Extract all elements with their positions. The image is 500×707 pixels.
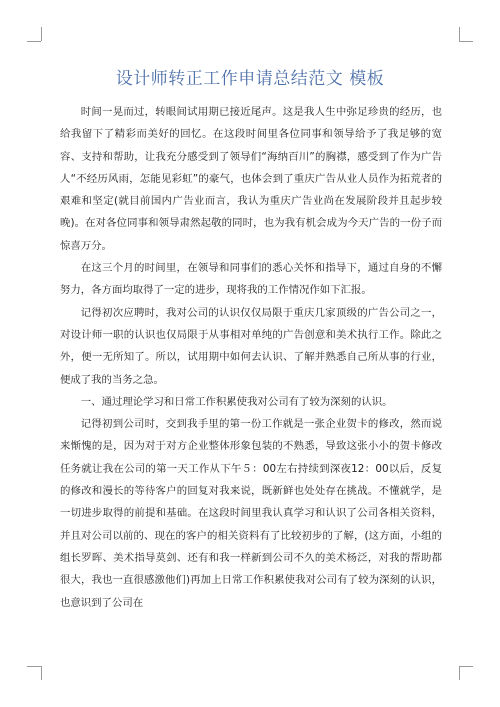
crop-mark-bottom-left-h	[27, 666, 41, 667]
crop-mark-top-right-v	[459, 27, 460, 41]
paragraph: 在这三个月的时间里，在领导和同事们的悉心关怀和指导下，通过自身的不懈努力，各方面均取得了一定的进步，现将我的工作情况作如下汇报。	[60, 262, 442, 297]
crop-mark-top-left-h	[27, 41, 41, 42]
crop-mark-bottom-right-v	[459, 666, 460, 680]
crop-mark-top-left-v	[41, 27, 42, 41]
paragraph: 记得初次应聘时，我对公司的认识仅仅局限于重庆几家顶级的广告公司之一，对设计师一职的认识也仅局限于从事相对单纯的广告创意和美术执行工作。除此之外，便一无所知了。所以，试用期中如何去认识、了解并熟悉自己所从事的行业，便成了我的当务之急。	[60, 306, 442, 386]
crop-mark-bottom-right-h	[459, 666, 473, 667]
crop-mark-top-right-h	[459, 41, 473, 42]
document-body	[60, 101, 442, 614]
document-title: 设计师转正工作申请总结范文 模板	[115, 69, 385, 89]
section-heading: 一、通过理论学习和日常工作积累使我对公司有了较为深刻的认识。	[80, 395, 393, 408]
paragraph: 记得初到公司时，交到我手里的第一份工作就是一张企业贺卡的修改，然而说来惭愧的是，因为对于对方企业整体形象包装的不熟悉，导致这张小小的贺卡修改任务就让我在公司的第一天工作从下午５：00左右持续到深夜12：00以后，反复的修改和漫长的等待客户的回复对我来说，既新鲜也处处存在挑战。不懂就学，是一切进步取得的前提和基础。在这段时间里我认真学习和认识了公司各相关资料，并且对公司以前的、现在的客户的相关资料有了比较初步的了解，(这方面，小组的组长罗晖、美术指导莫剑、还有和我一样新到公司不久的美术杨泛，对我的帮助都很大，我也一直很感激他们)再加上日常工作积累使我对公司有了较为深刻的认识，也意识到了公司在	[60, 418, 442, 609]
crop-mark-bottom-left-v	[41, 666, 42, 680]
paragraph: 时间一晃而过，转眼间试用期已接近尾声。这是我人生中弥足珍贵的经历，也给我留下了精彩而美好的回忆。在这段时间里各位同事和领导给予了我足够的宽容、支持和帮助，让我充分感受到了领导们“海纳百川”的胸襟，感受到了作为广告人“不经历风雨，怎能见彩虹”的豪气，也体会到了重庆广告从业人员作为拓荒者的艰难和坚定(就目前国内广告业而言，我认为重庆广告业尚在发展阶段并且起步较晚)。在对各位同事和领导肃然起敬的同时，也为我有机会成为今天广告的一份子而惊喜万分。	[60, 106, 442, 252]
